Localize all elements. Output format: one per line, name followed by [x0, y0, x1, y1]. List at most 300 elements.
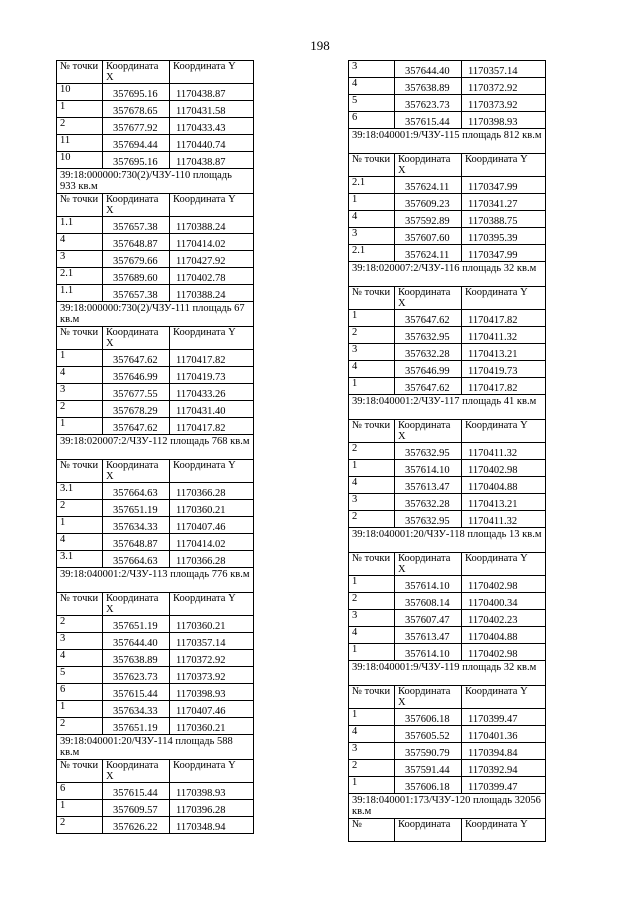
section-caption-row — [349, 528, 546, 553]
coordinate-x: 357592.89 — [395, 211, 462, 228]
coordinate-x: 357651.19 — [103, 616, 170, 633]
table-row — [57, 367, 254, 384]
header-y: Координата Y — [170, 327, 254, 350]
point-number: 5 — [57, 667, 103, 684]
point-number: 1.1 — [57, 285, 103, 302]
coordinate-y: 1170373.92 — [462, 95, 546, 112]
table-row — [57, 817, 254, 834]
table-row — [349, 95, 546, 112]
section-caption: 39:18:040001:2/ЧЗУ-117 площадь 41 кв.м — [349, 395, 546, 420]
table-row — [349, 726, 546, 743]
coordinate-y: 1170438.87 — [170, 152, 254, 169]
coordinate-y: 1170388.24 — [170, 285, 254, 302]
point-number: 3 — [349, 610, 395, 627]
header-x: Координата X — [103, 61, 170, 84]
point-number: 3.1 — [57, 483, 103, 500]
coordinate-x: 357651.19 — [103, 500, 170, 517]
point-number: 4 — [349, 78, 395, 95]
header-x: Координата X — [103, 593, 170, 616]
section-caption: 39:18:040001:20/ЧЗУ-118 площадь 13 кв.м — [349, 528, 546, 553]
header-point: № точки — [349, 287, 395, 310]
coordinate-y: 1170388.24 — [170, 217, 254, 234]
coordinate-x: 357623.73 — [395, 95, 462, 112]
point-number: 1 — [349, 194, 395, 211]
point-number: 3 — [57, 384, 103, 401]
table-row — [57, 534, 254, 551]
table-row — [57, 616, 254, 633]
coordinate-y: 1170438.87 — [170, 84, 254, 101]
coordinate-x: 357648.87 — [103, 534, 170, 551]
section-caption: 39:18:000000:730(2)/ЧЗУ-111 площадь 67 кв.м — [57, 302, 254, 327]
coordinate-x: 357632.28 — [395, 494, 462, 511]
header-point: № точки — [57, 460, 103, 483]
coordinate-y: 1170413.21 — [462, 494, 546, 511]
coordinate-x: 357644.40 — [395, 61, 462, 78]
coordinate-y: 1170360.21 — [170, 718, 254, 735]
table-row — [57, 701, 254, 718]
coordinate-y: 1170398.93 — [170, 684, 254, 701]
point-number: 1 — [349, 644, 395, 661]
coordinate-y: 1170396.28 — [170, 800, 254, 817]
header-point: № точки — [349, 553, 395, 576]
coordinate-y: 1170357.14 — [462, 61, 546, 78]
coordinate-x: 357695.16 — [103, 84, 170, 101]
table-row — [57, 483, 254, 500]
point-number: 5 — [349, 95, 395, 112]
coordinate-y: 1170407.46 — [170, 517, 254, 534]
table-row — [57, 667, 254, 684]
coordinates-table-left — [56, 60, 254, 834]
coordinate-y: 1170388.75 — [462, 211, 546, 228]
section-caption: 39:18:000000:730(2)/ЧЗУ-110 площадь 933 кв.м — [57, 169, 254, 194]
section-caption: 39:18:040001:173/ЧЗУ-120 площадь 32056 кв.м — [349, 794, 546, 819]
point-number: 4 — [57, 534, 103, 551]
table-row — [349, 494, 546, 511]
header-y: Координата Y — [170, 593, 254, 616]
coordinate-x: 357607.60 — [395, 228, 462, 245]
header-point: № точки — [57, 593, 103, 616]
coordinate-x: 357664.63 — [103, 483, 170, 500]
coordinate-y: 1170395.39 — [462, 228, 546, 245]
point-number: 3.1 — [57, 551, 103, 568]
table-row — [57, 500, 254, 517]
point-number: 4 — [57, 650, 103, 667]
coordinate-x: 357634.33 — [103, 517, 170, 534]
point-number: 3 — [349, 344, 395, 361]
section-caption: 39:18:040001:9/ЧЗУ-119 площадь 32 кв.м — [349, 661, 546, 686]
coordinate-y: 1170394.84 — [462, 743, 546, 760]
coordinate-x: 357648.87 — [103, 234, 170, 251]
table-row — [349, 78, 546, 95]
coordinate-x: 357606.18 — [395, 777, 462, 794]
page-number: 198 — [310, 38, 330, 53]
point-number: 4 — [349, 627, 395, 644]
coordinate-x: 357678.29 — [103, 401, 170, 418]
coordinate-y: 1170404.88 — [462, 477, 546, 494]
coordinate-x: 357647.62 — [103, 418, 170, 435]
point-number: 2 — [57, 616, 103, 633]
coordinate-x: 357689.60 — [103, 268, 170, 285]
coordinate-x: 357615.44 — [395, 112, 462, 129]
header-point: № точки — [57, 61, 103, 84]
table-header-row — [57, 327, 254, 350]
table-row — [349, 194, 546, 211]
point-number: 1 — [349, 310, 395, 327]
table-row — [57, 551, 254, 568]
coordinate-y: 1170414.02 — [170, 234, 254, 251]
point-number: 4 — [349, 477, 395, 494]
table-row — [57, 135, 254, 152]
coordinate-y: 1170413.21 — [462, 344, 546, 361]
table-row — [349, 344, 546, 361]
section-caption: 39:18:040001:20/ЧЗУ-114 площадь 588 кв.м — [57, 735, 254, 760]
coordinate-y: 1170431.40 — [170, 401, 254, 418]
coordinate-y: 1170411.32 — [462, 443, 546, 460]
table-header-row — [57, 593, 254, 616]
point-number: 4 — [349, 726, 395, 743]
table-row — [57, 783, 254, 800]
table-row — [349, 177, 546, 194]
point-number: 4 — [57, 367, 103, 384]
coordinate-y: 1170373.92 — [170, 667, 254, 684]
table-row — [349, 477, 546, 494]
coordinate-x: 357634.33 — [103, 701, 170, 718]
table-row — [349, 112, 546, 129]
section-caption-row — [57, 169, 254, 194]
coordinate-y: 1170419.73 — [462, 361, 546, 378]
coordinate-y: 1170402.98 — [462, 460, 546, 477]
table-row — [349, 211, 546, 228]
table-row — [57, 152, 254, 169]
header-x: Координата — [395, 819, 462, 842]
table-row — [57, 285, 254, 302]
point-number: 1 — [57, 517, 103, 534]
section-caption-row — [349, 129, 546, 154]
point-number: 2 — [57, 401, 103, 418]
header-point: № точки — [57, 194, 103, 217]
header-point: № точки — [57, 760, 103, 783]
coordinate-y: 1170431.58 — [170, 101, 254, 118]
section-caption: 39:18:020007:2/ЧЗУ-112 площадь 768 кв.м — [57, 435, 254, 460]
coordinate-x: 357632.95 — [395, 327, 462, 344]
point-number: 6 — [57, 684, 103, 701]
point-number: 4 — [349, 211, 395, 228]
header-point: № точки — [349, 154, 395, 177]
section-caption-row — [349, 395, 546, 420]
table-header-row — [349, 287, 546, 310]
table-row — [349, 593, 546, 610]
section-caption-row — [57, 302, 254, 327]
coordinate-y: 1170433.26 — [170, 384, 254, 401]
coordinate-y: 1170411.32 — [462, 327, 546, 344]
coordinate-x: 357632.28 — [395, 344, 462, 361]
coordinate-y: 1170398.93 — [170, 783, 254, 800]
section-caption-row — [349, 262, 546, 287]
coordinate-y: 1170419.73 — [170, 367, 254, 384]
point-number: 1 — [57, 800, 103, 817]
coordinate-x: 357615.44 — [103, 783, 170, 800]
point-number: 2 — [349, 327, 395, 344]
table-row — [349, 61, 546, 78]
coordinate-y: 1170401.36 — [462, 726, 546, 743]
point-number: 1.1 — [57, 217, 103, 234]
coordinate-y: 1170433.43 — [170, 118, 254, 135]
table-header-row — [349, 819, 546, 842]
header-y: Координата Y — [462, 154, 546, 177]
coordinate-y: 1170402.23 — [462, 610, 546, 627]
header-x: Координата X — [103, 760, 170, 783]
coordinate-y: 1170347.99 — [462, 177, 546, 194]
section-caption: 39:18:040001:9/ЧЗУ-115 площадь 812 кв.м — [349, 129, 546, 154]
coordinate-y: 1170399.47 — [462, 709, 546, 726]
coordinate-y: 1170341.27 — [462, 194, 546, 211]
header-x: Координата X — [103, 460, 170, 483]
table-row — [349, 245, 546, 262]
coordinate-y: 1170357.14 — [170, 633, 254, 650]
coordinate-y: 1170402.98 — [462, 644, 546, 661]
point-number: 1 — [349, 777, 395, 794]
coordinate-x: 357606.18 — [395, 709, 462, 726]
table-header-row — [57, 194, 254, 217]
coordinate-x: 357615.44 — [103, 684, 170, 701]
point-number: 4 — [349, 361, 395, 378]
header-point: № точки — [349, 686, 395, 709]
header-point: № — [349, 819, 395, 842]
table-row — [57, 684, 254, 701]
coordinate-y: 1170417.82 — [462, 310, 546, 327]
point-number: 3 — [349, 228, 395, 245]
header-y: Координата Y — [170, 460, 254, 483]
point-number: 1 — [57, 101, 103, 118]
point-number: 1 — [57, 701, 103, 718]
header-y: Координата Y — [170, 760, 254, 783]
coordinate-x: 357614.10 — [395, 460, 462, 477]
coordinate-x: 357605.52 — [395, 726, 462, 743]
coordinate-y: 1170440.74 — [170, 135, 254, 152]
table-row — [349, 777, 546, 794]
left-column — [56, 60, 254, 834]
coordinate-x: 357623.73 — [103, 667, 170, 684]
coordinate-x: 357646.99 — [395, 361, 462, 378]
point-number: 3 — [57, 633, 103, 650]
header-x: Координата X — [103, 194, 170, 217]
header-y: Координата Y — [462, 553, 546, 576]
table-row — [349, 576, 546, 593]
coordinate-x: 357646.99 — [103, 367, 170, 384]
table-row — [349, 310, 546, 327]
coordinate-y: 1170366.28 — [170, 483, 254, 500]
coordinate-x: 357644.40 — [103, 633, 170, 650]
table-header-row — [57, 460, 254, 483]
point-number: 2 — [57, 817, 103, 834]
section-caption: 39:18:020007:2/ЧЗУ-116 площадь 32 кв.м — [349, 262, 546, 287]
table-header-row — [57, 61, 254, 84]
coordinate-x: 357647.62 — [395, 310, 462, 327]
table-row — [57, 217, 254, 234]
point-number: 2.1 — [349, 177, 395, 194]
point-number: 1 — [57, 418, 103, 435]
header-y: Координата Y — [462, 287, 546, 310]
table-row — [349, 760, 546, 777]
section-caption-row — [349, 794, 546, 819]
table-row — [57, 633, 254, 650]
coordinate-y: 1170411.32 — [462, 511, 546, 528]
header-x: Координата X — [395, 287, 462, 310]
coordinate-x: 357626.22 — [103, 817, 170, 834]
point-number: 2 — [57, 118, 103, 135]
table-row — [57, 650, 254, 667]
coordinate-x: 357609.57 — [103, 800, 170, 817]
coordinate-y: 1170347.99 — [462, 245, 546, 262]
coordinate-y: 1170402.78 — [170, 268, 254, 285]
coordinate-x: 357694.44 — [103, 135, 170, 152]
coordinate-x: 357638.89 — [103, 650, 170, 667]
coordinate-y: 1170414.02 — [170, 534, 254, 551]
header-x: Координата X — [103, 327, 170, 350]
table-header-row — [349, 686, 546, 709]
coordinate-y: 1170417.82 — [170, 418, 254, 435]
coordinate-y: 1170427.92 — [170, 251, 254, 268]
coordinate-y: 1170417.82 — [462, 378, 546, 395]
coordinate-x: 357613.47 — [395, 477, 462, 494]
coordinate-x: 357624.11 — [395, 245, 462, 262]
table-row — [57, 84, 254, 101]
coordinate-x: 357677.92 — [103, 118, 170, 135]
coordinate-y: 1170402.98 — [462, 576, 546, 593]
coordinate-y: 1170399.47 — [462, 777, 546, 794]
table-row — [349, 327, 546, 344]
coordinate-x: 357695.16 — [103, 152, 170, 169]
table-row — [57, 101, 254, 118]
header-x: Координата X — [395, 420, 462, 443]
point-number: 11 — [57, 135, 103, 152]
table-row — [57, 268, 254, 285]
coordinates-table-right — [348, 60, 546, 842]
coordinate-x: 357613.47 — [395, 627, 462, 644]
point-number: 2 — [57, 718, 103, 735]
table-row — [57, 718, 254, 735]
point-number: 2 — [57, 500, 103, 517]
table-row — [349, 443, 546, 460]
header-point: № точки — [349, 420, 395, 443]
table-row — [349, 627, 546, 644]
header-x: Координата X — [395, 553, 462, 576]
coordinate-y: 1170348.94 — [170, 817, 254, 834]
coordinate-x: 357608.14 — [395, 593, 462, 610]
coordinate-x: 357679.66 — [103, 251, 170, 268]
coordinate-y: 1170398.93 — [462, 112, 546, 129]
header-x: Координата X — [395, 686, 462, 709]
header-y: Координата Y — [462, 686, 546, 709]
coordinate-x: 357614.10 — [395, 576, 462, 593]
coordinate-x: 357632.95 — [395, 443, 462, 460]
point-number: 1 — [349, 576, 395, 593]
section-caption-row — [57, 735, 254, 760]
point-number: 10 — [57, 152, 103, 169]
point-number: 4 — [57, 234, 103, 251]
table-row — [57, 118, 254, 135]
coordinate-x: 357590.79 — [395, 743, 462, 760]
coordinate-x: 357657.38 — [103, 217, 170, 234]
header-x: Координата X — [395, 154, 462, 177]
section-caption-row — [57, 568, 254, 593]
coordinate-x: 357651.19 — [103, 718, 170, 735]
point-number: 2 — [349, 593, 395, 610]
point-number: 1 — [349, 709, 395, 726]
table-row — [349, 743, 546, 760]
table-row — [349, 511, 546, 528]
coordinate-x: 357607.47 — [395, 610, 462, 627]
table-row — [349, 610, 546, 627]
coordinate-x: 357638.89 — [395, 78, 462, 95]
point-number: 2 — [349, 443, 395, 460]
table-row — [349, 460, 546, 477]
coordinate-x: 357609.23 — [395, 194, 462, 211]
right-column — [348, 60, 546, 842]
coordinate-y: 1170360.21 — [170, 616, 254, 633]
table-header-row — [349, 154, 546, 177]
coordinate-x: 357632.95 — [395, 511, 462, 528]
table-row — [57, 800, 254, 817]
table-row — [57, 251, 254, 268]
coordinate-y: 1170417.82 — [170, 350, 254, 367]
coordinate-y: 1170404.88 — [462, 627, 546, 644]
coordinate-y: 1170372.92 — [462, 78, 546, 95]
coordinate-x: 357678.65 — [103, 101, 170, 118]
table-row — [57, 234, 254, 251]
table-row — [57, 384, 254, 401]
point-number: 3 — [57, 251, 103, 268]
section-caption-row — [349, 661, 546, 686]
header-y: Координата Y — [170, 194, 254, 217]
coordinate-x: 357657.38 — [103, 285, 170, 302]
table-row — [57, 350, 254, 367]
coordinate-x: 357647.62 — [395, 378, 462, 395]
coordinate-x: 357664.63 — [103, 551, 170, 568]
coordinate-x: 357624.11 — [395, 177, 462, 194]
table-row — [349, 709, 546, 726]
point-number: 1 — [349, 460, 395, 477]
coordinate-x: 357677.55 — [103, 384, 170, 401]
table-header-row — [349, 553, 546, 576]
table-header-row — [349, 420, 546, 443]
coordinate-x: 357647.62 — [103, 350, 170, 367]
point-number: 2 — [349, 511, 395, 528]
coordinate-y: 1170400.34 — [462, 593, 546, 610]
table-header-row — [57, 760, 254, 783]
point-number: 1 — [57, 350, 103, 367]
point-number: 3 — [349, 743, 395, 760]
header-y: Координата Y — [170, 61, 254, 84]
table-row — [349, 378, 546, 395]
point-number: 2 — [349, 760, 395, 777]
point-number: 3 — [349, 61, 395, 78]
table-row — [57, 418, 254, 435]
header-point: № точки — [57, 327, 103, 350]
point-number: 2.1 — [57, 268, 103, 285]
point-number: 2.1 — [349, 245, 395, 262]
coordinate-y: 1170372.92 — [170, 650, 254, 667]
table-row — [349, 361, 546, 378]
header-y: Координата Y — [462, 819, 546, 842]
coordinate-y: 1170407.46 — [170, 701, 254, 718]
table-row — [349, 228, 546, 245]
section-caption: 39:18:040001:2/ЧЗУ-113 площадь 776 кв.м — [57, 568, 254, 593]
point-number: 10 — [57, 84, 103, 101]
coordinate-y: 1170392.94 — [462, 760, 546, 777]
table-row — [57, 401, 254, 418]
coordinate-x: 357614.10 — [395, 644, 462, 661]
